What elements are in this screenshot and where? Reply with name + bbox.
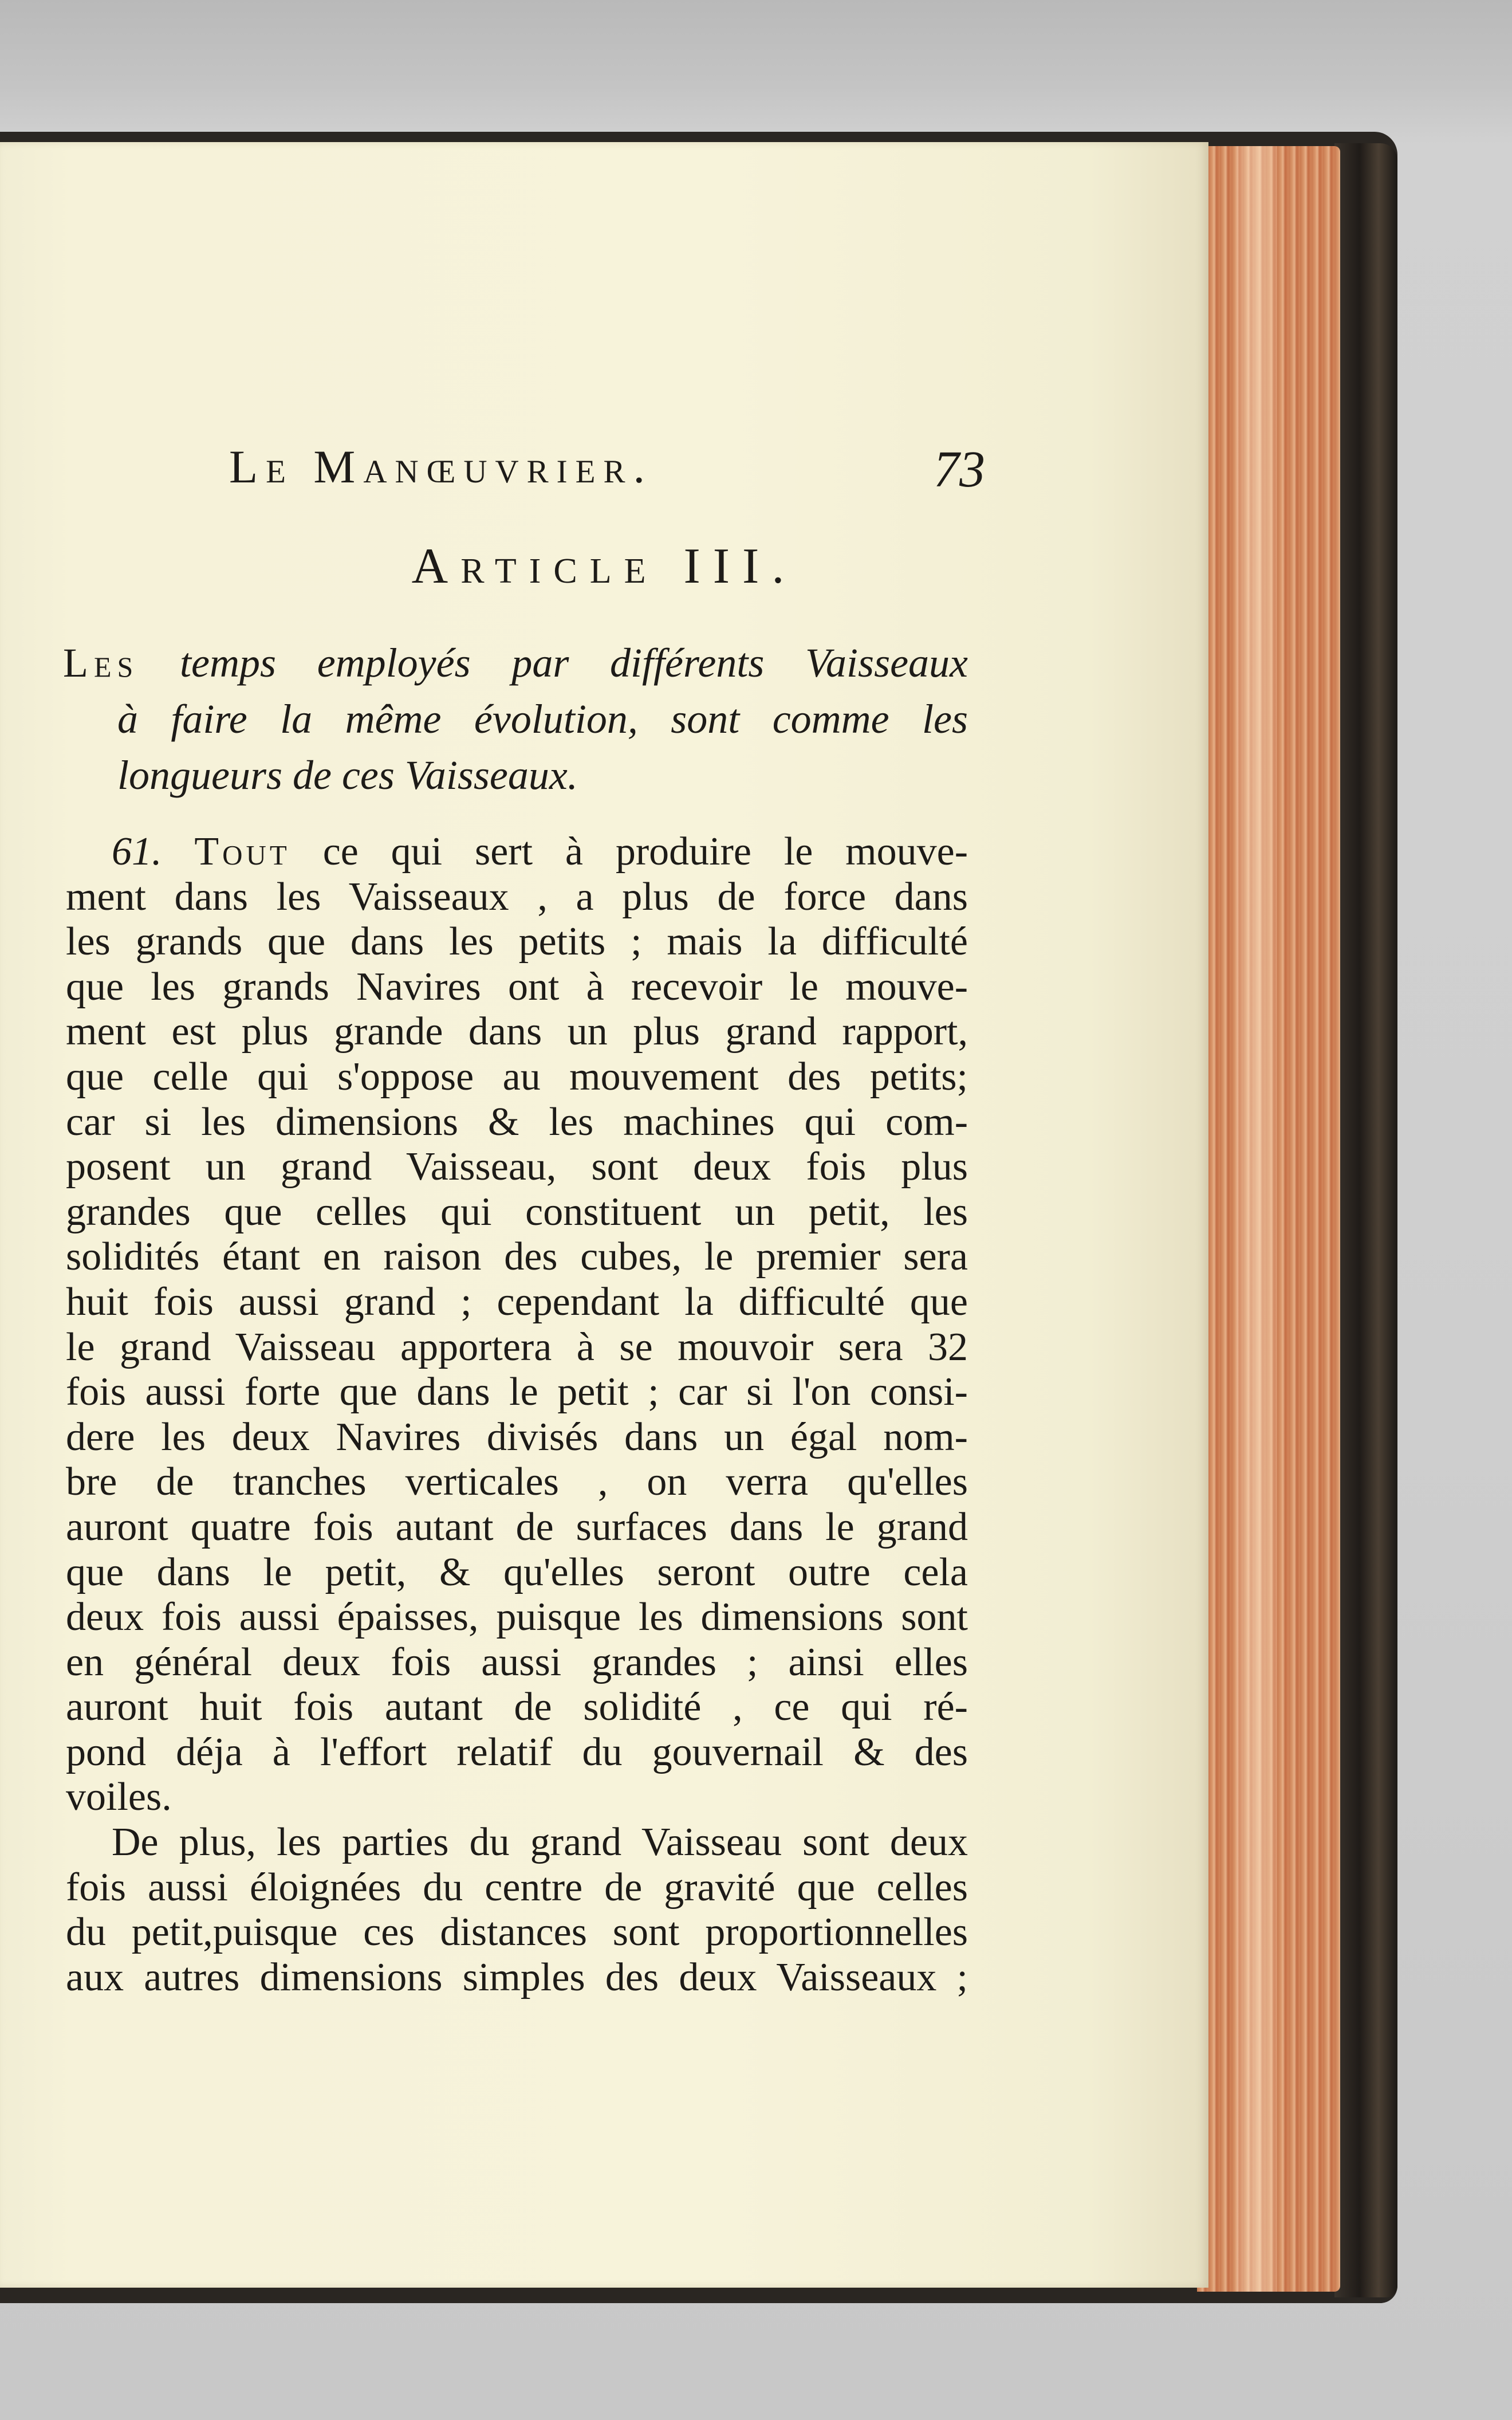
background-shadow bbox=[0, 0, 1512, 143]
page-number: 73 bbox=[934, 441, 985, 498]
summary-line: Les temps employés par différents Vaisseaux bbox=[63, 640, 968, 686]
text-line: De plus, les parties du grand Vaisseau sont deux bbox=[112, 1820, 968, 1865]
article-heading: Article III. bbox=[411, 539, 797, 594]
text-line: dere les deux Navires divisés dans un égal nom- bbox=[66, 1415, 968, 1459]
text-line: posent un grand Vaisseau, sont deux fois plus bbox=[66, 1145, 968, 1189]
text-line: fois aussi éloignées du centre de gravité que celles bbox=[66, 1865, 968, 1910]
text-line: solidités étant en raison des cubes, le premier sera bbox=[66, 1235, 968, 1279]
book-page bbox=[0, 142, 1208, 2288]
text-line: ment dans les Vaisseaux , a plus de force dans bbox=[66, 874, 968, 919]
summary-lead: Les bbox=[63, 640, 139, 686]
text-line: auront quatre fois autant de surfaces dans le grand bbox=[66, 1504, 968, 1549]
text-line: 61. Tout ce qui sert à produire le mouve- bbox=[112, 830, 968, 874]
summary-line: longueurs de ces Vaisseaux. bbox=[117, 752, 578, 798]
text-line: deux fois aussi épaisses, puisque les dimensions sont bbox=[66, 1595, 968, 1640]
running-head bbox=[229, 440, 985, 503]
text-line: bre de tranches verticales , on verra qu'elles bbox=[66, 1460, 968, 1504]
text-line: car si les dimensions & les machines qui com- bbox=[66, 1099, 968, 1144]
text-line: pond déja à l'effort relatif du gouvernail & des bbox=[66, 1730, 968, 1774]
running-head-title: Le Manœuvrier. bbox=[229, 441, 653, 493]
text-line: voiles. bbox=[66, 1775, 172, 1820]
page-edges-sheen bbox=[1237, 146, 1277, 2292]
text-line: huit fois aussi grand ; cependant la difficulté que bbox=[66, 1279, 968, 1324]
text-line: que celle qui s'oppose au mouvement des petits; bbox=[66, 1054, 968, 1099]
text-line: ment est plus grande dans un plus grand rapport, bbox=[66, 1009, 968, 1054]
book-cover-edge bbox=[1334, 143, 1397, 2297]
paragraph-lead: Tout bbox=[194, 830, 290, 874]
text-line: le grand Vaisseau apportera à se mouvoir sera 32 bbox=[66, 1325, 968, 1369]
text-line: aux autres dimensions simples des deux Vaisseaux ; bbox=[66, 1955, 968, 1999]
text-line: auront huit fois autant de solidité , ce qui ré- bbox=[66, 1685, 968, 1730]
article-summary bbox=[63, 635, 968, 803]
text-line: grandes que celles qui constituent un petit, les bbox=[66, 1189, 968, 1234]
paragraph-number: 61. bbox=[112, 830, 162, 874]
text-line: les grands que dans les petits ; mais la difficulté bbox=[66, 920, 968, 964]
text-line: que dans le petit, & qu'elles seront outre cela bbox=[66, 1550, 968, 1594]
body-text bbox=[66, 830, 968, 2000]
text-line: que les grands Navires ont à recevoir le mouve- bbox=[66, 964, 968, 1009]
text-line: en général deux fois aussi grandes ; ainsi elles bbox=[66, 1640, 968, 1684]
summary-line: à faire la même évolution, sont comme les bbox=[117, 696, 968, 742]
text-line: du petit,puisque ces distances sont proportionnelles bbox=[66, 1910, 968, 1955]
text-line: fois aussi forte que dans le petit ; car si l'on consi- bbox=[66, 1370, 968, 1415]
